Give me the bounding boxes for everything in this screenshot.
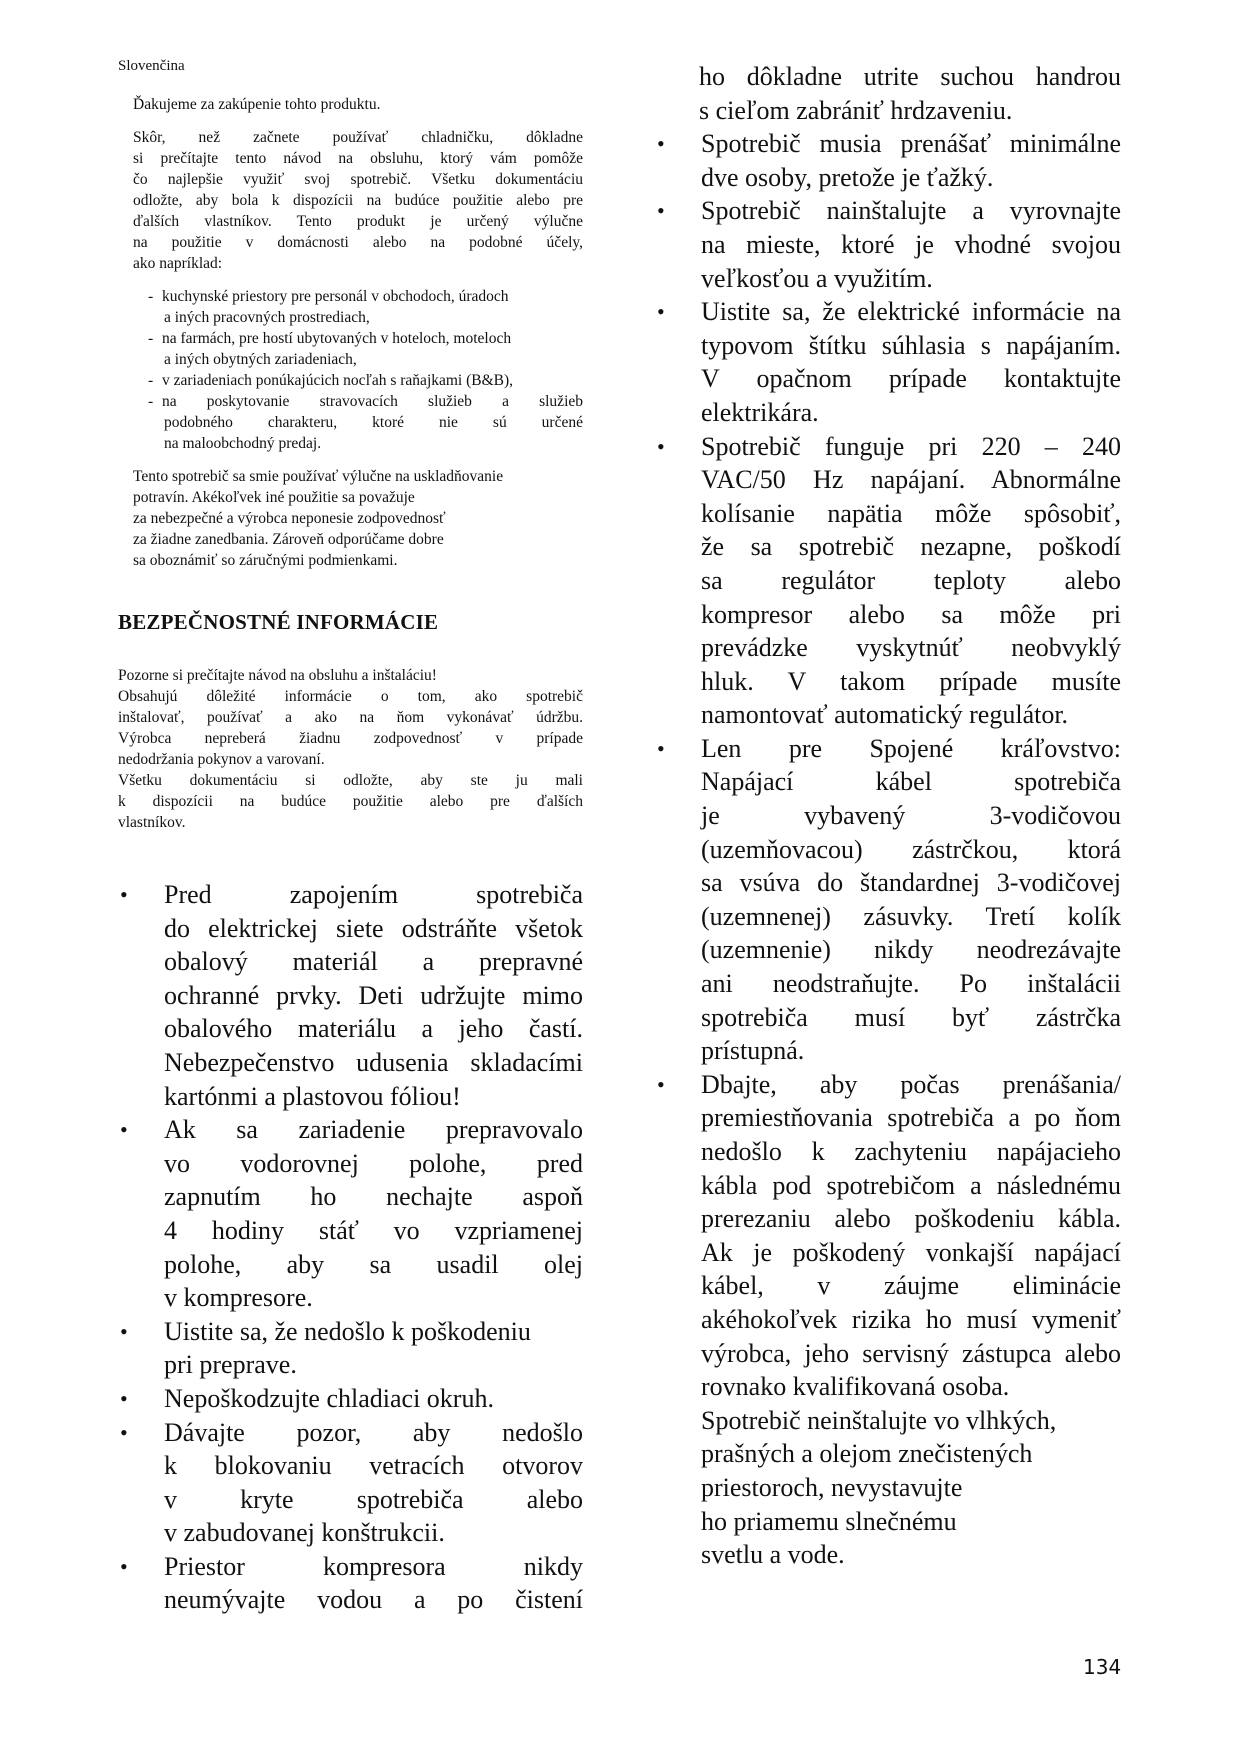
- intro-section: [133, 94, 583, 571]
- text-line: kábel, v záujme eliminácie: [701, 1271, 1121, 1301]
- text-line: Len pre Spojené kráľovstvo:: [701, 733, 1121, 763]
- text-line: neumývajte vodou a po čistení: [164, 1585, 583, 1615]
- bullet-icon: •: [657, 131, 665, 157]
- text-line: (uzemnenie) nikdy neodrezávajte: [701, 935, 1121, 965]
- text-line: Ak sa zariadenie prepravovalo: [164, 1115, 583, 1145]
- text-line: zapnutím ho nechajte aspoň: [164, 1182, 583, 1212]
- text-line: spotrebiča musí byť zástrčka: [701, 1002, 1121, 1032]
- text-line: je vybavený 3-vodičovou: [701, 801, 1121, 831]
- text-line: ani neodstraňujte. Po inštalácii: [701, 969, 1121, 999]
- bullet-item: [655, 732, 1121, 1068]
- page-number: 134: [1083, 1655, 1122, 1679]
- text-line: na mieste, ktoré je vhodné svojou: [701, 229, 1121, 259]
- text-line: premiestňovania spotrebiča a po ňom: [701, 1103, 1121, 1133]
- text-line: Nepoškodzujte chladiaci okruh.: [164, 1383, 494, 1413]
- text-line: priestoroch, nevystavujte: [701, 1472, 963, 1502]
- text-line: prístupná.: [701, 1036, 805, 1066]
- list-item: [148, 391, 583, 454]
- text-line: Nebezpečenstvo udusenia skladacími: [164, 1047, 583, 1077]
- bullet-item: [118, 1416, 583, 1550]
- text-line: vlastníkov.: [118, 814, 186, 831]
- text-line: si prečítajte tento návod na obsluhu, ktorý vám pomôže: [133, 150, 583, 167]
- text-line: v zariadeniach ponúkajúcich nocľah s raňajkami (B&B),: [162, 372, 514, 389]
- text-line: za žiadne zanedbania. Zároveň odporúčame dobre: [133, 531, 444, 548]
- text-line: Spotrebič musia prenášať minimálne: [701, 129, 1121, 159]
- text-line: na farmách, pre hostí ubytovaných v hoteloch, moteloch: [162, 330, 512, 347]
- safety-bullets-right: [655, 60, 1121, 1572]
- bullet-item: [655, 1068, 1121, 1572]
- safety-intro: [118, 665, 583, 833]
- text-line: sa regulátor teploty alebo: [701, 565, 1121, 595]
- text-line: akéhokoľvek rizika ho musí vymeniť: [701, 1304, 1121, 1334]
- text-line: veľkosťou a využitím.: [701, 263, 933, 293]
- text-line: Pred zapojením spotrebiča: [164, 880, 583, 909]
- bullet-item: [655, 295, 1121, 429]
- list-item: [148, 286, 583, 328]
- text-line: Uistite sa, že nedošlo k poškodeniu: [164, 1316, 531, 1346]
- bullet-item: [118, 1315, 583, 1382]
- bullet-item: [655, 127, 1121, 194]
- text-line: Priestor kompresora nikdy: [164, 1551, 583, 1581]
- text-line: (uzemňovacou) zástrčkou, ktorá: [701, 834, 1121, 864]
- text-line: na poskytovanie stravovacích služieb a služieb: [162, 393, 583, 410]
- text-line: Spotrebič funguje pri 220 – 240: [701, 431, 1121, 461]
- text-line: na použitie v domácnosti alebo na podobné účely,: [133, 234, 583, 251]
- text-line: v zabudovanej konštrukcii.: [164, 1518, 445, 1548]
- bullet-item: [118, 1113, 583, 1315]
- text-line: Spotrebič nainštalujte a vyrovnajte: [701, 196, 1121, 226]
- bullet-item: [655, 194, 1121, 295]
- bullet-item: [655, 430, 1121, 732]
- text-line: kartónmi a plastovou fóliou!: [164, 1081, 461, 1111]
- thanks-line: Ďakujeme za zakúpenie tohto produktu.: [133, 96, 381, 113]
- text-line: (uzemnenej) zásuvky. Tretí kolík: [701, 901, 1121, 931]
- text-line: kuchynské priestory pre personál v obchodoch, úradoch: [162, 288, 509, 305]
- dash-marker: -: [148, 288, 154, 305]
- text-line: ďalších vlastníkov. Tento produkt je určený výlučne: [133, 213, 583, 230]
- text-line: Napájací kábel spotrebiča: [701, 767, 1121, 797]
- text-line: ako napríklad:: [133, 255, 223, 272]
- bullet-icon: •: [120, 1385, 128, 1411]
- text-line: Všetku dokumentáciu si odložte, aby ste ju mali: [118, 772, 583, 789]
- text-line: Ak je poškodený vonkajší napájací: [701, 1237, 1121, 1267]
- text-line: odložte, aby bola k dispozícii na budúce použitie alebo pre: [133, 192, 583, 209]
- text-line: kompresor alebo sa môže pri: [701, 599, 1121, 629]
- text-line: kábla pod spotrebičom a následnému: [701, 1170, 1121, 1200]
- text-line: a iných pracovných prostrediach,: [164, 309, 370, 326]
- bullet-icon: •: [120, 1318, 128, 1344]
- text-line: Spotrebič neinštalujte vo vlhkých,: [701, 1405, 1057, 1435]
- uses-list: [148, 286, 583, 454]
- text-line: s cieľom zabrániť hrdzaveniu.: [699, 95, 1013, 125]
- text-line: Dávajte pozor, aby nedošlo: [164, 1417, 583, 1447]
- text-line: v kryte spotrebiča alebo: [164, 1484, 583, 1514]
- text-line: Skôr, než začnete používať chladničku, dôkladne: [133, 129, 583, 146]
- text-line: pri preprave.: [164, 1350, 297, 1380]
- text-line: ho dôkladne utrite suchou handrou: [699, 62, 1121, 91]
- dash-marker: -: [148, 330, 154, 347]
- text-line: inštalovať, používať a ako na ňom vykonávať údržbu.: [118, 709, 583, 726]
- text-line: nedošlo k zachyteniu napájacieho: [701, 1137, 1121, 1166]
- bullet-icon: •: [120, 1553, 128, 1579]
- text-line: potravín. Akékoľvek iné použitie sa považuje: [133, 489, 415, 506]
- text-line: nedodržania pokynov a varovaní.: [118, 751, 325, 768]
- bullet-item: [118, 1550, 583, 1617]
- intro-body: [133, 127, 583, 274]
- text-line: typovom štítku súhlasia s napájaním.: [701, 330, 1121, 360]
- text-line: obalový materiál a prepravné: [164, 947, 583, 977]
- text-line: Pozorne si prečítajte návod na obsluhu a inštaláciu!: [118, 667, 437, 684]
- text-line: za nebezpečné a výrobca neponesie zodpovednosť: [133, 510, 446, 527]
- text-line: v kompresore.: [164, 1283, 313, 1313]
- text-line: na maloobchodný predaj.: [164, 435, 322, 452]
- list-item: [148, 370, 583, 391]
- text-line: namontovať automatický regulátor.: [701, 700, 1069, 730]
- safety-bullets-left: [118, 878, 583, 1617]
- text-line: k blokovaniu vetracích otvorov: [164, 1451, 583, 1481]
- text-line: Obsahujú dôležité informácie o tom, ako spotrebič: [118, 688, 583, 705]
- language-label: Slovenčina: [118, 58, 185, 74]
- text-line: rovnako kvalifikovaná osoba.: [701, 1372, 1010, 1402]
- text-line: sa vsúva do štandardnej 3-vodičovej: [701, 868, 1121, 898]
- text-line: kolísanie napätia môže spôsobiť,: [701, 498, 1121, 528]
- text-line: dve osoby, pretože je ťažký.: [701, 162, 994, 192]
- text-line: ho priamemu slnečnému: [701, 1506, 957, 1536]
- text-line: sa oboznámiť so záručnými podmienkami.: [133, 552, 398, 569]
- text-line: Výrobca nepreberá žiadnu zodpovednosť v prípade: [118, 730, 583, 747]
- bullet-icon: •: [657, 299, 665, 325]
- text-line: Tento spotrebič sa smie používať výlučne na uskladňovanie: [133, 468, 504, 485]
- text-line: 4 hodiny stáť vo vzpriamenej: [164, 1215, 583, 1245]
- bullet-icon: •: [120, 1419, 128, 1445]
- text-line: výrobca, jeho servisný zástupca alebo: [701, 1338, 1121, 1368]
- text-line: prevádzke vyskytnúť neobvyklý: [701, 633, 1121, 663]
- bullet-icon: •: [657, 1071, 665, 1097]
- text-line: prašných a olejom znečistených: [701, 1439, 1033, 1469]
- text-line: ochranné prvky. Deti udržujte mimo: [164, 980, 583, 1010]
- bullet-icon: •: [657, 198, 665, 224]
- text-line: prerezaniu alebo poškodeniu kábla.: [701, 1204, 1121, 1234]
- text-line: Uistite sa, že elektrické informácie na: [701, 297, 1121, 327]
- text-line: čo najlepšie využiť svoj spotrebič. Všetku dokumentáciu: [133, 171, 583, 188]
- text-line: Dbajte, aby počas prenášania/: [701, 1069, 1121, 1099]
- text-line: a iných obytných zariadeniach,: [164, 351, 357, 368]
- dash-marker: -: [148, 372, 154, 389]
- text-line: hluk. V takom prípade musíte: [701, 666, 1121, 696]
- list-item: [148, 328, 583, 370]
- text-line: do elektrickej siete odstráňte všetok: [164, 913, 583, 943]
- text-line: V opačnom prípade kontaktujte: [701, 364, 1121, 394]
- text-line: VAC/50 Hz napájaní. Abnormálne: [701, 465, 1121, 495]
- text-line: polohe, aby sa usadil olej: [164, 1249, 583, 1279]
- bullet-icon: •: [657, 433, 665, 459]
- text-line: že sa spotrebič nezapne, poškodí: [701, 532, 1121, 562]
- bullet-icon: •: [120, 1117, 128, 1143]
- text-line: podobného charakteru, ktoré nie sú určené: [164, 414, 583, 431]
- text-line: svetlu a vode.: [701, 1540, 845, 1570]
- text-line: obalového materiálu a jeho častí.: [164, 1014, 583, 1044]
- text-line: vo vodorovnej polohe, pred: [164, 1148, 583, 1178]
- bullet-continuation: [655, 60, 1121, 127]
- bullet-item: [118, 1382, 583, 1416]
- usage-notice: [133, 466, 583, 571]
- bullet-icon: •: [120, 882, 128, 907]
- bullet-item: [118, 878, 583, 1113]
- text-line: k dispozícii na budúce použitie alebo pre ďalších: [118, 793, 583, 810]
- bullet-icon: •: [657, 735, 665, 761]
- section-heading: BEZPEČNOSTNÉ INFORMÁCIE: [118, 610, 439, 634]
- text-line: elektrikára.: [701, 397, 819, 427]
- dash-marker: -: [148, 393, 154, 410]
